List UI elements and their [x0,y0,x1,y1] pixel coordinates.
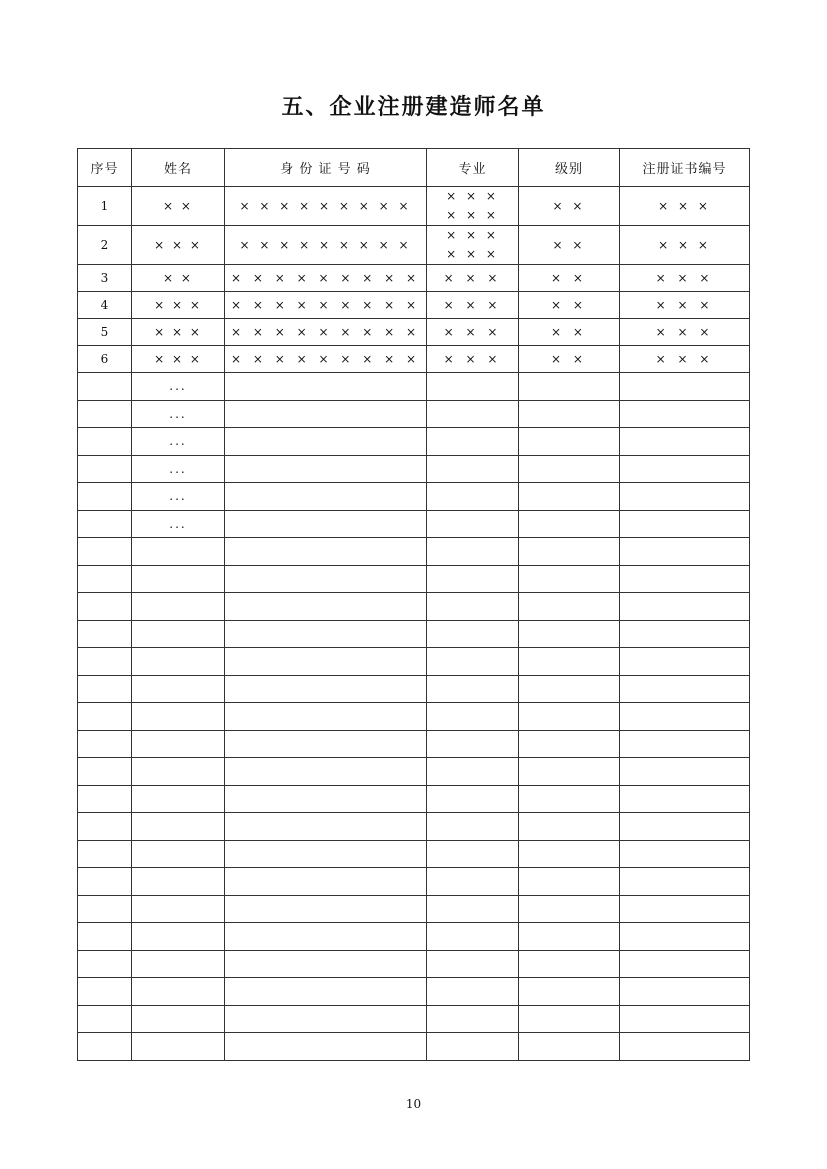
page-title: 五、企业注册建造师名单 [281,95,546,120]
table-header-row [78,149,750,187]
table-row [78,593,750,621]
major-line-2: × × × [446,247,499,261]
table-row [78,1005,750,1033]
table-row [78,400,750,428]
ellipsis-cell: ... [132,400,225,428]
table-row [78,648,750,676]
cell-level: × × [519,265,620,292]
table-row [78,346,750,373]
table-row [78,730,750,758]
cell-major [427,187,519,226]
table-row [78,373,750,401]
header-major: 专业 [427,149,519,187]
cell-major: × × × [427,265,519,292]
cell-name: × × × [132,292,225,319]
cell-level: × × [519,346,620,373]
table-row [78,483,750,511]
cell-major: × × × [427,319,519,346]
ellipsis-cell: ... [132,455,225,483]
table-row [78,226,750,265]
cell-cert-number: × × × [620,265,750,292]
cell-cert-number: × × × [620,292,750,319]
table-row [78,813,750,841]
table-row [78,703,750,731]
major-line-2: × × × [446,208,499,222]
table-row [78,187,750,226]
cell-name: × × × [132,226,225,265]
table-row [78,292,750,319]
cell-cert-number: × × × [620,346,750,373]
table-row [78,455,750,483]
cell-id-number: × × × × × × × × × [225,265,427,292]
cell-level: × × [519,187,620,226]
cell-seq: 4 [78,292,132,319]
table-row [78,785,750,813]
ellipsis-cell: ... [132,510,225,538]
cell-level: × × [519,319,620,346]
cell-id-number: × × × × × × × × × [225,226,427,265]
constructor-roster-table [77,148,750,1061]
cell-id-number: × × × × × × × × × [225,187,427,226]
table-row [78,538,750,566]
table-row [78,895,750,923]
table-row [78,319,750,346]
cell-id-number: × × × × × × × × × [225,346,427,373]
ellipsis-cell: ... [132,428,225,456]
table-row [78,265,750,292]
table-row [78,1033,750,1061]
cell-cert-number: × × × [620,226,750,265]
cell-major [427,226,519,265]
table-row [78,428,750,456]
cell-major: × × × [427,292,519,319]
header-level: 级别 [519,149,620,187]
table-row [78,923,750,951]
cell-name: × × × [132,319,225,346]
header-cert-number: 注册证书编号 [620,149,750,187]
major-line-1: × × × [446,228,499,242]
header-id-number: 身 份 证 号 码 [225,149,427,187]
cell-seq: 5 [78,319,132,346]
table-row [78,868,750,896]
page-number: 10 [405,1097,422,1111]
cell-cert-number: × × × [620,187,750,226]
major-line-1: × × × [446,189,499,203]
cell-seq: 1 [78,187,132,226]
ellipsis-cell: ... [132,373,225,401]
cell-level: × × [519,292,620,319]
cell-major: × × × [427,346,519,373]
cell-seq: 6 [78,346,132,373]
cell-name: × × [132,187,225,226]
cell-name: × × × [132,346,225,373]
cell-seq: 2 [78,226,132,265]
cell-seq: 3 [78,265,132,292]
ellipsis-cell: ... [132,483,225,511]
header-seq: 序号 [78,149,132,187]
table-row [78,565,750,593]
table-row [78,510,750,538]
table-row [78,840,750,868]
cell-id-number: × × × × × × × × × [225,292,427,319]
cell-level: × × [519,226,620,265]
table-row [78,675,750,703]
header-name: 姓名 [132,149,225,187]
table-row [78,950,750,978]
cell-name: × × [132,265,225,292]
cell-cert-number: × × × [620,319,750,346]
table-row [78,620,750,648]
cell-id-number: × × × × × × × × × [225,319,427,346]
table-row [78,758,750,786]
table-row [78,978,750,1006]
